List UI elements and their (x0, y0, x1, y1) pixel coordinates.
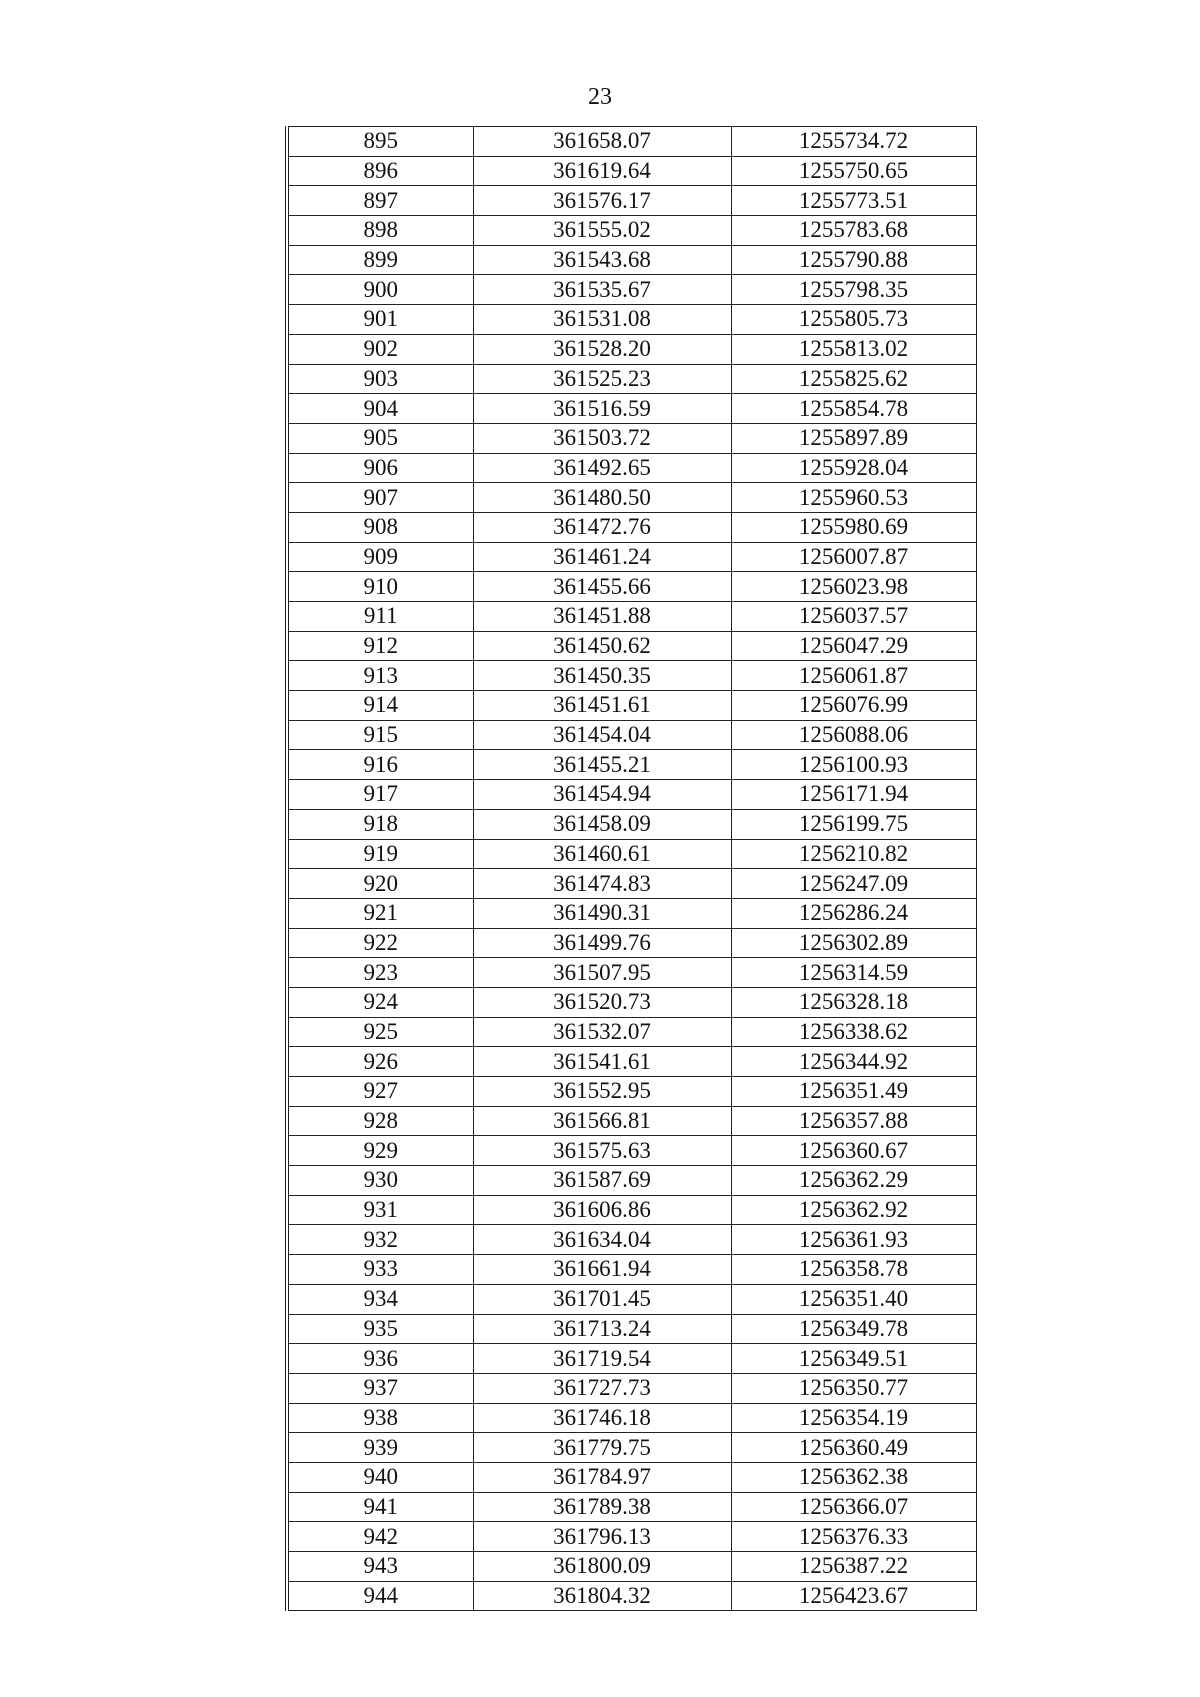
table-row (287, 1581, 976, 1611)
table-row (287, 1106, 976, 1136)
table-row (287, 1255, 976, 1285)
x-coordinate-cell: 361619.64 (473, 156, 731, 186)
y-coordinate-cell: 1255798.35 (731, 275, 976, 305)
x-coordinate-cell: 361566.81 (473, 1106, 731, 1136)
table-row (287, 1136, 976, 1166)
y-coordinate-cell: 1256357.88 (731, 1106, 976, 1136)
x-coordinate-cell: 361516.59 (473, 394, 731, 424)
x-coordinate-cell: 361634.04 (473, 1225, 731, 1255)
table-row (287, 661, 976, 691)
y-coordinate-cell: 1256344.92 (731, 1047, 976, 1077)
y-coordinate-cell: 1256047.29 (731, 631, 976, 661)
table-row (287, 898, 976, 928)
point-number-cell: 918 (287, 809, 473, 839)
point-number-cell: 928 (287, 1106, 473, 1136)
point-number-cell: 897 (287, 186, 473, 216)
point-number-cell: 898 (287, 216, 473, 246)
point-number-cell: 913 (287, 661, 473, 691)
y-coordinate-cell: 1256360.49 (731, 1433, 976, 1463)
table-row (287, 245, 976, 275)
point-number-cell: 907 (287, 483, 473, 513)
y-coordinate-cell: 1255750.65 (731, 156, 976, 186)
point-number-cell: 926 (287, 1047, 473, 1077)
table-row (287, 1403, 976, 1433)
y-coordinate-cell: 1255734.72 (731, 127, 976, 157)
point-number-cell: 930 (287, 1166, 473, 1196)
point-number-cell: 903 (287, 364, 473, 394)
y-coordinate-cell: 1256210.82 (731, 839, 976, 869)
x-coordinate-cell: 361701.45 (473, 1284, 731, 1314)
table-row (287, 542, 976, 572)
point-number-cell: 919 (287, 839, 473, 869)
table-row (287, 156, 976, 186)
table-row (287, 809, 976, 839)
y-coordinate-cell: 1255825.62 (731, 364, 976, 394)
point-number-cell: 906 (287, 453, 473, 483)
x-coordinate-cell: 361454.94 (473, 780, 731, 810)
x-coordinate-cell: 361532.07 (473, 1017, 731, 1047)
table-row (287, 720, 976, 750)
table-row (287, 423, 976, 453)
point-number-cell: 935 (287, 1314, 473, 1344)
x-coordinate-cell: 361455.66 (473, 572, 731, 602)
y-coordinate-cell: 1256360.67 (731, 1136, 976, 1166)
point-number-cell: 943 (287, 1552, 473, 1582)
point-number-cell: 914 (287, 691, 473, 721)
x-coordinate-cell: 361472.76 (473, 512, 731, 542)
point-number-cell: 905 (287, 423, 473, 453)
table-row (287, 572, 976, 602)
table-row (287, 483, 976, 513)
point-number-cell: 904 (287, 394, 473, 424)
y-coordinate-cell: 1255854.78 (731, 394, 976, 424)
x-coordinate-cell: 361535.67 (473, 275, 731, 305)
point-number-cell: 917 (287, 780, 473, 810)
y-coordinate-cell: 1256366.07 (731, 1492, 976, 1522)
y-coordinate-cell: 1256061.87 (731, 661, 976, 691)
y-coordinate-cell: 1255805.73 (731, 305, 976, 335)
point-number-cell: 936 (287, 1344, 473, 1374)
table-row (287, 691, 976, 721)
point-number-cell: 896 (287, 156, 473, 186)
y-coordinate-cell: 1255790.88 (731, 245, 976, 275)
x-coordinate-cell: 361458.09 (473, 809, 731, 839)
table-row (287, 394, 976, 424)
table-row (287, 631, 976, 661)
y-coordinate-cell: 1256362.38 (731, 1462, 976, 1492)
point-number-cell: 924 (287, 987, 473, 1017)
x-coordinate-cell: 361450.62 (473, 631, 731, 661)
y-coordinate-cell: 1256350.77 (731, 1373, 976, 1403)
y-coordinate-cell: 1255783.68 (731, 216, 976, 246)
x-coordinate-cell: 361520.73 (473, 987, 731, 1017)
x-coordinate-cell: 361461.24 (473, 542, 731, 572)
table-row (287, 364, 976, 394)
x-coordinate-cell: 361541.61 (473, 1047, 731, 1077)
point-number-cell: 942 (287, 1522, 473, 1552)
y-coordinate-cell: 1255960.53 (731, 483, 976, 513)
y-coordinate-cell: 1256376.33 (731, 1522, 976, 1552)
point-number-cell: 920 (287, 869, 473, 899)
y-coordinate-cell: 1256349.78 (731, 1314, 976, 1344)
y-coordinate-cell: 1256361.93 (731, 1225, 976, 1255)
x-coordinate-cell: 361804.32 (473, 1581, 731, 1611)
y-coordinate-cell: 1256362.29 (731, 1166, 976, 1196)
x-coordinate-cell: 361779.75 (473, 1433, 731, 1463)
point-number-cell: 912 (287, 631, 473, 661)
table-row (287, 1195, 976, 1225)
x-coordinate-cell: 361460.61 (473, 839, 731, 869)
point-number-cell: 921 (287, 898, 473, 928)
point-number-cell: 911 (287, 602, 473, 632)
table-row (287, 602, 976, 632)
y-coordinate-cell: 1256302.89 (731, 928, 976, 958)
table-row (287, 1552, 976, 1582)
y-coordinate-cell: 1255928.04 (731, 453, 976, 483)
point-number-cell: 901 (287, 305, 473, 335)
x-coordinate-cell: 361492.65 (473, 453, 731, 483)
y-coordinate-cell: 1256423.67 (731, 1581, 976, 1611)
y-coordinate-cell: 1256314.59 (731, 958, 976, 988)
table-row (287, 1433, 976, 1463)
point-number-cell: 916 (287, 750, 473, 780)
x-coordinate-cell: 361455.21 (473, 750, 731, 780)
point-number-cell: 900 (287, 275, 473, 305)
y-coordinate-cell: 1256354.19 (731, 1403, 976, 1433)
y-coordinate-cell: 1256100.93 (731, 750, 976, 780)
x-coordinate-cell: 361606.86 (473, 1195, 731, 1225)
point-number-cell: 939 (287, 1433, 473, 1463)
y-coordinate-cell: 1256362.92 (731, 1195, 976, 1225)
y-coordinate-cell: 1256358.78 (731, 1255, 976, 1285)
x-coordinate-cell: 361800.09 (473, 1552, 731, 1582)
point-number-cell: 941 (287, 1492, 473, 1522)
x-coordinate-cell: 361450.35 (473, 661, 731, 691)
point-number-cell: 938 (287, 1403, 473, 1433)
y-coordinate-cell: 1256247.09 (731, 869, 976, 899)
table-row (287, 275, 976, 305)
table-row (287, 1047, 976, 1077)
y-coordinate-cell: 1256037.57 (731, 602, 976, 632)
y-coordinate-cell: 1256199.75 (731, 809, 976, 839)
x-coordinate-cell: 361451.61 (473, 691, 731, 721)
point-number-cell: 915 (287, 720, 473, 750)
y-coordinate-cell: 1256171.94 (731, 780, 976, 810)
y-coordinate-cell: 1256023.98 (731, 572, 976, 602)
x-coordinate-cell: 361746.18 (473, 1403, 731, 1433)
table-row (287, 839, 976, 869)
x-coordinate-cell: 361490.31 (473, 898, 731, 928)
point-number-cell: 923 (287, 958, 473, 988)
x-coordinate-cell: 361555.02 (473, 216, 731, 246)
table-row (287, 1462, 976, 1492)
table-row (287, 987, 976, 1017)
x-coordinate-cell: 361719.54 (473, 1344, 731, 1374)
x-coordinate-cell: 361499.76 (473, 928, 731, 958)
point-number-cell: 922 (287, 928, 473, 958)
coordinate-table-body (287, 127, 976, 1611)
y-coordinate-cell: 1256328.18 (731, 987, 976, 1017)
y-coordinate-cell: 1256076.99 (731, 691, 976, 721)
x-coordinate-cell: 361796.13 (473, 1522, 731, 1552)
table-row (287, 750, 976, 780)
table-row (287, 512, 976, 542)
point-number-cell: 932 (287, 1225, 473, 1255)
point-number-cell: 925 (287, 1017, 473, 1047)
point-number-cell: 929 (287, 1136, 473, 1166)
x-coordinate-cell: 361525.23 (473, 364, 731, 394)
table-row (287, 1284, 976, 1314)
x-coordinate-cell: 361789.38 (473, 1492, 731, 1522)
table-row (287, 1492, 976, 1522)
x-coordinate-cell: 361503.72 (473, 423, 731, 453)
x-coordinate-cell: 361531.08 (473, 305, 731, 335)
table-row (287, 334, 976, 364)
y-coordinate-cell: 1256007.87 (731, 542, 976, 572)
x-coordinate-cell: 361474.83 (473, 869, 731, 899)
table-row (287, 958, 976, 988)
point-number-cell: 937 (287, 1373, 473, 1403)
point-number-cell: 940 (287, 1462, 473, 1492)
table-row (287, 1522, 976, 1552)
point-number-cell: 895 (287, 127, 473, 157)
x-coordinate-cell: 361727.73 (473, 1373, 731, 1403)
x-coordinate-cell: 361587.69 (473, 1166, 731, 1196)
point-number-cell: 927 (287, 1077, 473, 1107)
x-coordinate-cell: 361576.17 (473, 186, 731, 216)
x-coordinate-cell: 361713.24 (473, 1314, 731, 1344)
x-coordinate-cell: 361454.04 (473, 720, 731, 750)
point-number-cell: 934 (287, 1284, 473, 1314)
y-coordinate-cell: 1256349.51 (731, 1344, 976, 1374)
y-coordinate-cell: 1255897.89 (731, 423, 976, 453)
x-coordinate-cell: 361451.88 (473, 602, 731, 632)
table-row (287, 1373, 976, 1403)
x-coordinate-cell: 361480.50 (473, 483, 731, 513)
point-number-cell: 933 (287, 1255, 473, 1285)
x-coordinate-cell: 361658.07 (473, 127, 731, 157)
x-coordinate-cell: 361543.68 (473, 245, 731, 275)
x-coordinate-cell: 361507.95 (473, 958, 731, 988)
table-row (287, 928, 976, 958)
x-coordinate-cell: 361661.94 (473, 1255, 731, 1285)
y-coordinate-cell: 1256351.40 (731, 1284, 976, 1314)
y-coordinate-cell: 1256286.24 (731, 898, 976, 928)
x-coordinate-cell: 361528.20 (473, 334, 731, 364)
table-row (287, 1225, 976, 1255)
x-coordinate-cell: 361552.95 (473, 1077, 731, 1107)
table-row (287, 216, 976, 246)
table-row (287, 127, 976, 157)
table-row (287, 1344, 976, 1374)
y-coordinate-cell: 1256088.06 (731, 720, 976, 750)
table-row (287, 1017, 976, 1047)
y-coordinate-cell: 1256387.22 (731, 1552, 976, 1582)
table-row (287, 869, 976, 899)
point-number-cell: 902 (287, 334, 473, 364)
coordinate-table (285, 126, 977, 1611)
table-row (287, 453, 976, 483)
x-coordinate-cell: 361575.63 (473, 1136, 731, 1166)
point-number-cell: 908 (287, 512, 473, 542)
table-row (287, 186, 976, 216)
point-number-cell: 944 (287, 1581, 473, 1611)
table-row (287, 1166, 976, 1196)
y-coordinate-cell: 1255773.51 (731, 186, 976, 216)
y-coordinate-cell: 1256351.49 (731, 1077, 976, 1107)
point-number-cell: 910 (287, 572, 473, 602)
table-row (287, 305, 976, 335)
table-row (287, 780, 976, 810)
x-coordinate-cell: 361784.97 (473, 1462, 731, 1492)
y-coordinate-cell: 1256338.62 (731, 1017, 976, 1047)
point-number-cell: 909 (287, 542, 473, 572)
table-row (287, 1077, 976, 1107)
y-coordinate-cell: 1255980.69 (731, 512, 976, 542)
page-number: 23 (588, 84, 612, 110)
point-number-cell: 899 (287, 245, 473, 275)
y-coordinate-cell: 1255813.02 (731, 334, 976, 364)
point-number-cell: 931 (287, 1195, 473, 1225)
table-row (287, 1314, 976, 1344)
